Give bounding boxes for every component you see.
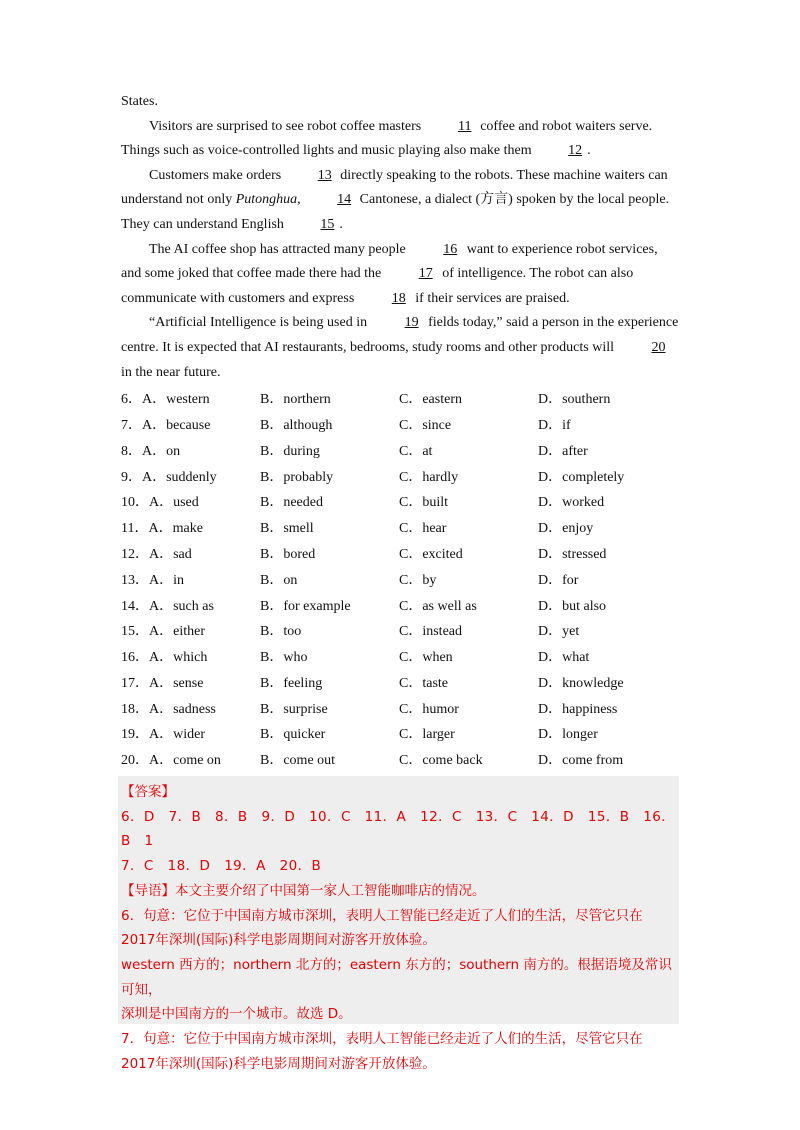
answer-keys-line-2: 7．C 18．D 19．A 20．B [121,858,322,875]
text: States. [121,94,158,109]
blank-18: 18 [391,290,406,306]
option-d: D．completely [538,469,625,485]
option-d: D．stressed [538,546,607,562]
option-c: C．at [399,443,433,459]
paragraph-1 [121,115,681,164]
option-b: B．although [260,417,333,433]
blank-15: 15 [320,216,335,232]
text: . [587,143,591,159]
option-row-16 [121,645,681,671]
option-c: C．humor [399,701,459,717]
option-b: B．bored [260,546,316,562]
option-c: C．when [399,650,453,666]
option-c: C．since [399,417,452,433]
q7-meaning-line-2: 2017年深圳(国际)科学电影周期间对游客开放体验。 [121,1055,436,1072]
text: in the near future. [121,364,221,380]
option-row-7 [121,413,681,439]
option-c: C．hardly [399,469,459,485]
paragraph-4 [121,311,681,385]
q6-explanation-line-1: western 西方的；northern 北方的；eastern 东方的；southern 南方的。根据语境及常识可知， [121,956,672,998]
option-row-13 [121,568,681,594]
option-a: 10．A．used [121,495,199,511]
option-c: C．hear [399,521,447,537]
option-a: 9．A．suddenly [121,469,217,485]
text: if their services are praised. [411,290,570,306]
option-row-17 [121,671,681,697]
option-c: C．come back [399,753,483,769]
q6-meaning-line-1: 6．句意：它位于中国南方城市深圳，表明人工智能已经走近了人们的生活，尽管它只在 [121,907,643,924]
option-b: B．on [260,572,298,588]
blank-16: 16 [443,241,458,257]
option-d: D．after [538,443,588,459]
option-d: D．longer [538,727,598,743]
blank-14: 14 [337,192,352,208]
answer-heading: 【答案】 [121,784,175,800]
option-a: 8．A．on [121,443,181,459]
option-row-15 [121,619,681,645]
text: Visitors are surprised to see robot coffee masters [149,118,425,134]
option-c: C．as well as [399,598,477,614]
paragraph-3 [121,238,681,312]
option-b: B．needed [260,495,323,511]
blank-20: 20 [651,339,666,355]
q6-meaning-line-2: 2017年深圳(国际)科学电影周期间对游客开放体验。 [121,932,436,949]
putonghua-term: Putonghua [235,192,298,208]
option-d: D．but also [538,598,607,614]
option-c: C．instead [399,624,462,640]
option-a: 6．A．western [121,392,210,408]
answer-section [118,776,679,1072]
blank-19: 19 [404,315,419,331]
blank-17: 17 [418,266,433,282]
option-a: 11．A．make [121,521,203,537]
option-d: D．what [538,650,590,666]
text: The AI coffee shop has attracted many people [149,241,410,257]
option-d: D．worked [538,495,605,511]
option-c: C．eastern [399,392,462,408]
option-c: C．taste [399,675,448,691]
text: Customers make orders [149,167,285,183]
option-a: 20．A．come on [121,753,221,769]
option-row-11 [121,516,681,542]
option-d: D．enjoy [538,521,594,537]
option-row-8 [121,439,681,465]
option-b: B．quicker [260,727,326,743]
option-a: 12．A．sad [121,546,192,562]
option-row-10 [121,490,681,516]
option-a: 19．A．wider [121,727,205,743]
blank-12: 12 [568,143,583,159]
option-b: B．during [260,443,320,459]
option-a: 16．A．which [121,650,208,666]
option-a: 7．A．because [121,417,211,433]
blank-11: 11 [457,118,472,134]
option-row-19 [121,722,681,748]
option-d: D．southern [538,392,611,408]
option-a: 18．A．sadness [121,701,216,717]
option-c: C．excited [399,546,463,562]
option-row-14 [121,594,681,620]
option-a: 17．A．sense [121,675,204,691]
text: directly speaking to the robots. These machine waiters can understand not only [121,167,668,208]
option-row-6 [121,387,681,413]
text: , [297,192,305,208]
option-row-18 [121,697,681,723]
guide-text: 【导语】本文主要介绍了中国第一家人工智能咖啡店的情况。 [121,882,486,899]
option-b: B．northern [260,392,331,408]
passage [121,90,681,774]
options-list [121,387,681,774]
text: . [339,216,343,232]
text: “Artificial Intelligence is being used in [149,315,371,331]
option-b: B．surprise [260,701,328,717]
option-b: B．who [260,650,308,666]
blank-13: 13 [317,167,332,183]
option-d: D．yet [538,624,580,640]
q6-explanation-line-2: 深圳是中国南方的一个城市。故选 D。 [121,1006,352,1023]
option-d: D．for [538,572,579,588]
option-c: C．built [399,495,449,511]
option-b: B．feeling [260,675,323,691]
option-c: C．by [399,572,437,588]
answer-keys-line-1: 6．D 7．B 8．B 9．D 10．C 11．A 12．C 13．C 14．D 15．B 16．B 1 [121,808,676,850]
option-a: 14．A．such as [121,598,214,614]
option-b: B．smell [260,521,314,537]
option-d: D．knowledge [538,675,624,691]
paragraph-2 [121,164,681,238]
text: Cantonese, a dialect (方言) spoken by the local people. They can understand English [121,192,670,232]
option-a: 15．A．either [121,624,205,640]
option-d: D．if [538,417,571,433]
text: of intelligence. The robot can also communicate with customers and express [121,266,634,306]
option-d: D．happiness [538,701,618,717]
option-d: D．come from [538,753,624,769]
option-a: 13．A．in [121,572,184,588]
text: want to experience robot services, and some joked that coffee made there had the [121,241,658,282]
option-b: B．too [260,624,302,640]
option-row-12 [121,542,681,568]
text: coffee and robot waiters serve. Things such as voice-controlled lights and music playing also make them [121,118,653,159]
option-b: B．probably [260,469,334,485]
option-b: B．come out [260,753,336,769]
q7-meaning-line-1: 7．句意：它位于中国南方城市深圳，表明人工智能已经走近了人们的生活，尽管它只在 [121,1031,643,1048]
option-row-20 [121,748,681,774]
paragraph-0 [121,90,681,115]
text: fields today,” said a person in the experience centre. It is expected that AI restaurants, bedrooms, study rooms and other products will [121,315,679,355]
option-c: C．larger [399,727,455,743]
option-b: B．for example [260,598,351,614]
option-row-9 [121,465,681,491]
